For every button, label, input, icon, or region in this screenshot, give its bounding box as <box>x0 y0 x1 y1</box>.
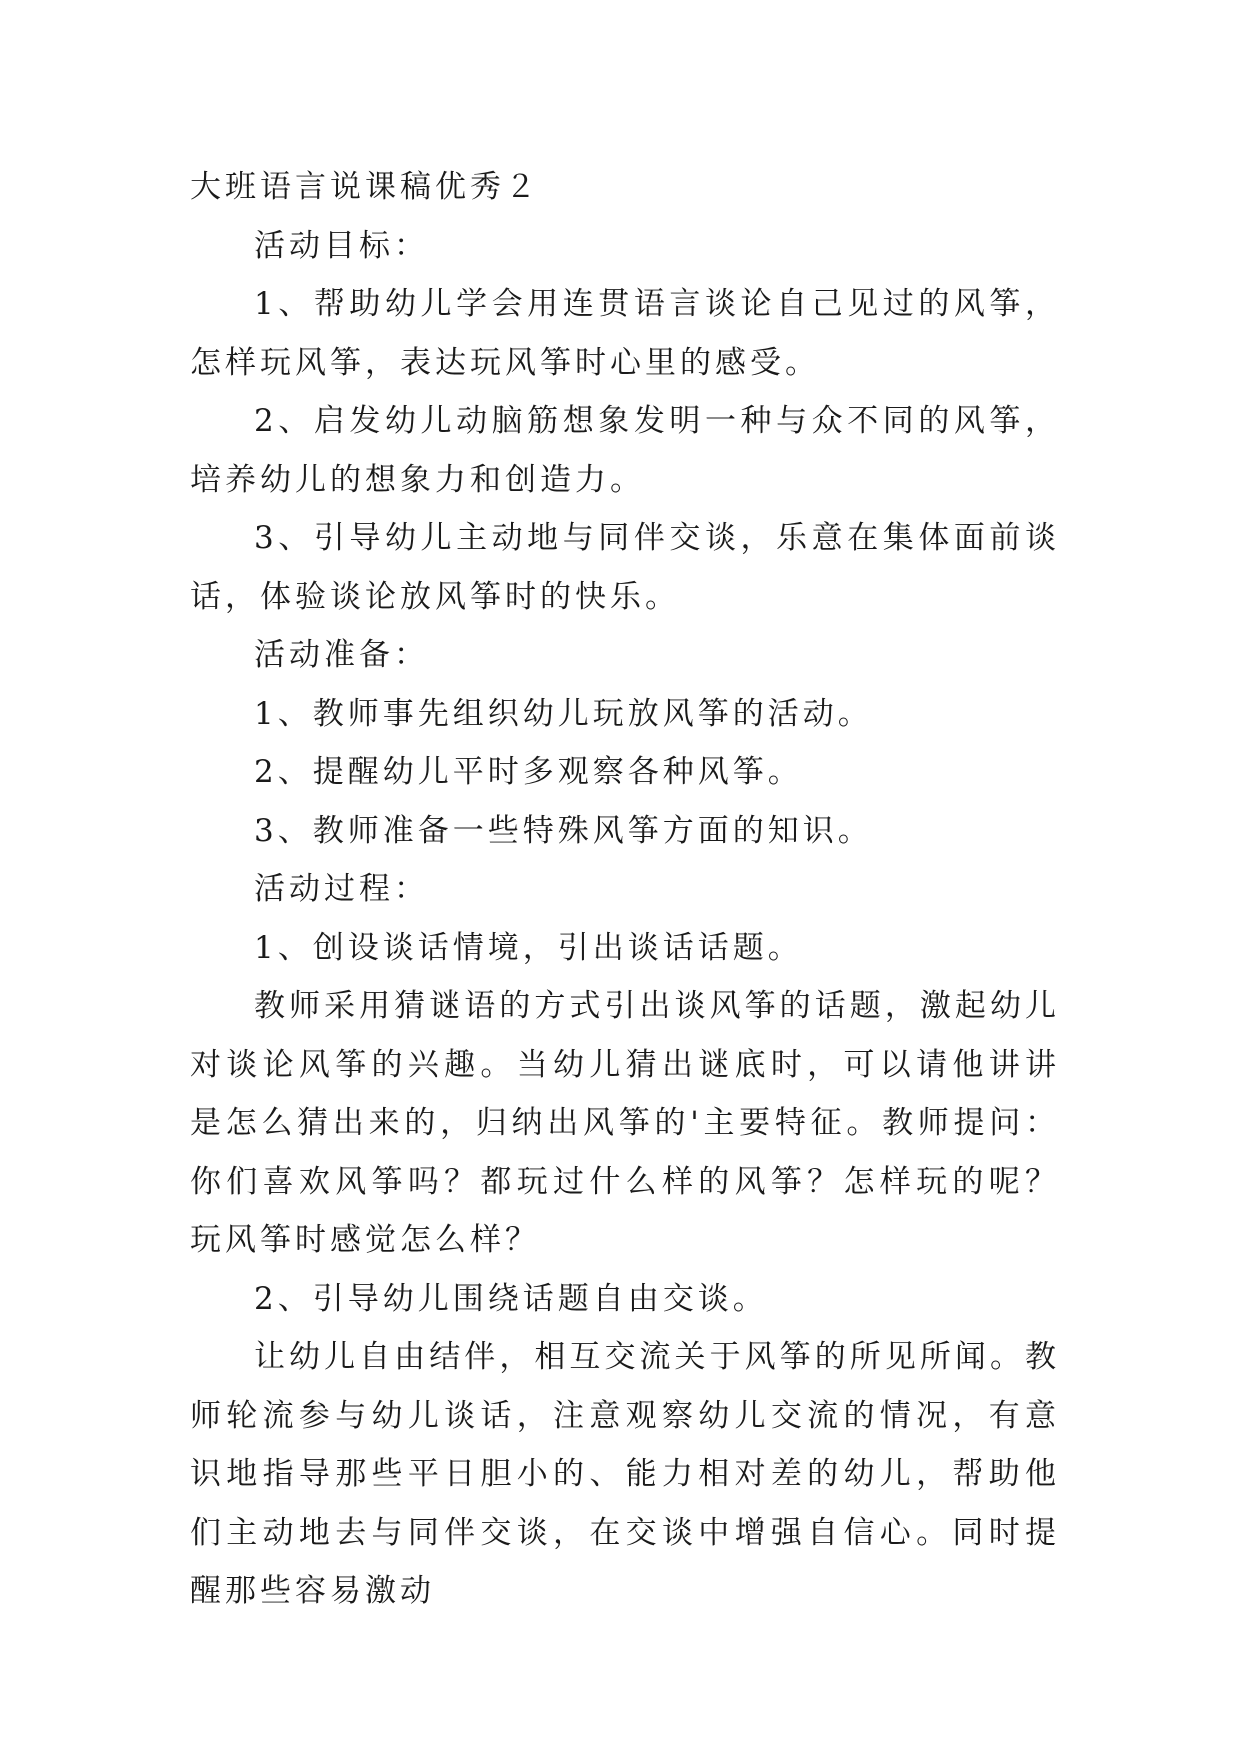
process-step-1: 1、创设谈话情境，引出谈话话题。 <box>254 929 803 966</box>
section-heading-goals: 活动目标： <box>254 227 429 264</box>
section-heading-preparation: 活动准备： <box>254 637 429 673</box>
process-step-2-body: 让幼儿自由结伴，相互交流关于风筝的所见所闻。教师轮流参与幼儿谈话，注意观察幼儿交流的情况，有意识地指导那些平日胆小的、能力相对差的幼儿，帮助他们主动地去与同伴交谈，在交谈中增强自信心。同时提醒那些容易激动 <box>190 1339 1060 1609</box>
goal-item-2: 2、启发幼儿动脑筋想象发明一种与众不同的风筝，培养幼儿的想象力和创造力。 <box>190 403 1060 498</box>
preparation-item-3: 3、教师准备一些特殊风筝方面的知识。 <box>254 812 873 849</box>
section-heading-process: 活动过程： <box>254 871 429 907</box>
goal-item-1: 1、帮助幼儿学会用连贯语言谈论自己见过的风筝，怎样玩风筝，表达玩风筝时心里的感受。 <box>190 286 1060 381</box>
preparation-item-2: 2、提醒幼儿平时多观察各种风筝。 <box>254 754 803 790</box>
process-step-1-body: 教师采用猜谜语的方式引出谈风筝的话题，激起幼儿对谈论风筝的兴趣。当幼儿猜出谜底时，可以请他讲讲是怎么猜出来的，归纳出风筝的'主要特征。教师提问：你们喜欢风筝吗？都玩过什么样的风筝？怎样玩的呢？玩风筝时感觉怎么样？ <box>190 988 1060 1258</box>
document-title: 大班语言说课稿优秀２ <box>190 169 540 205</box>
process-step-2: 2、引导幼儿围绕话题自由交谈。 <box>254 1280 768 1317</box>
goal-item-3: 3、引导幼儿主动地与同伴交谈，乐意在集体面前谈话，体验谈论放风筝时的快乐。 <box>190 520 1060 615</box>
document-body <box>190 158 1060 1621</box>
preparation-item-1: 1、教师事先组织幼儿玩放风筝的活动。 <box>254 695 873 732</box>
